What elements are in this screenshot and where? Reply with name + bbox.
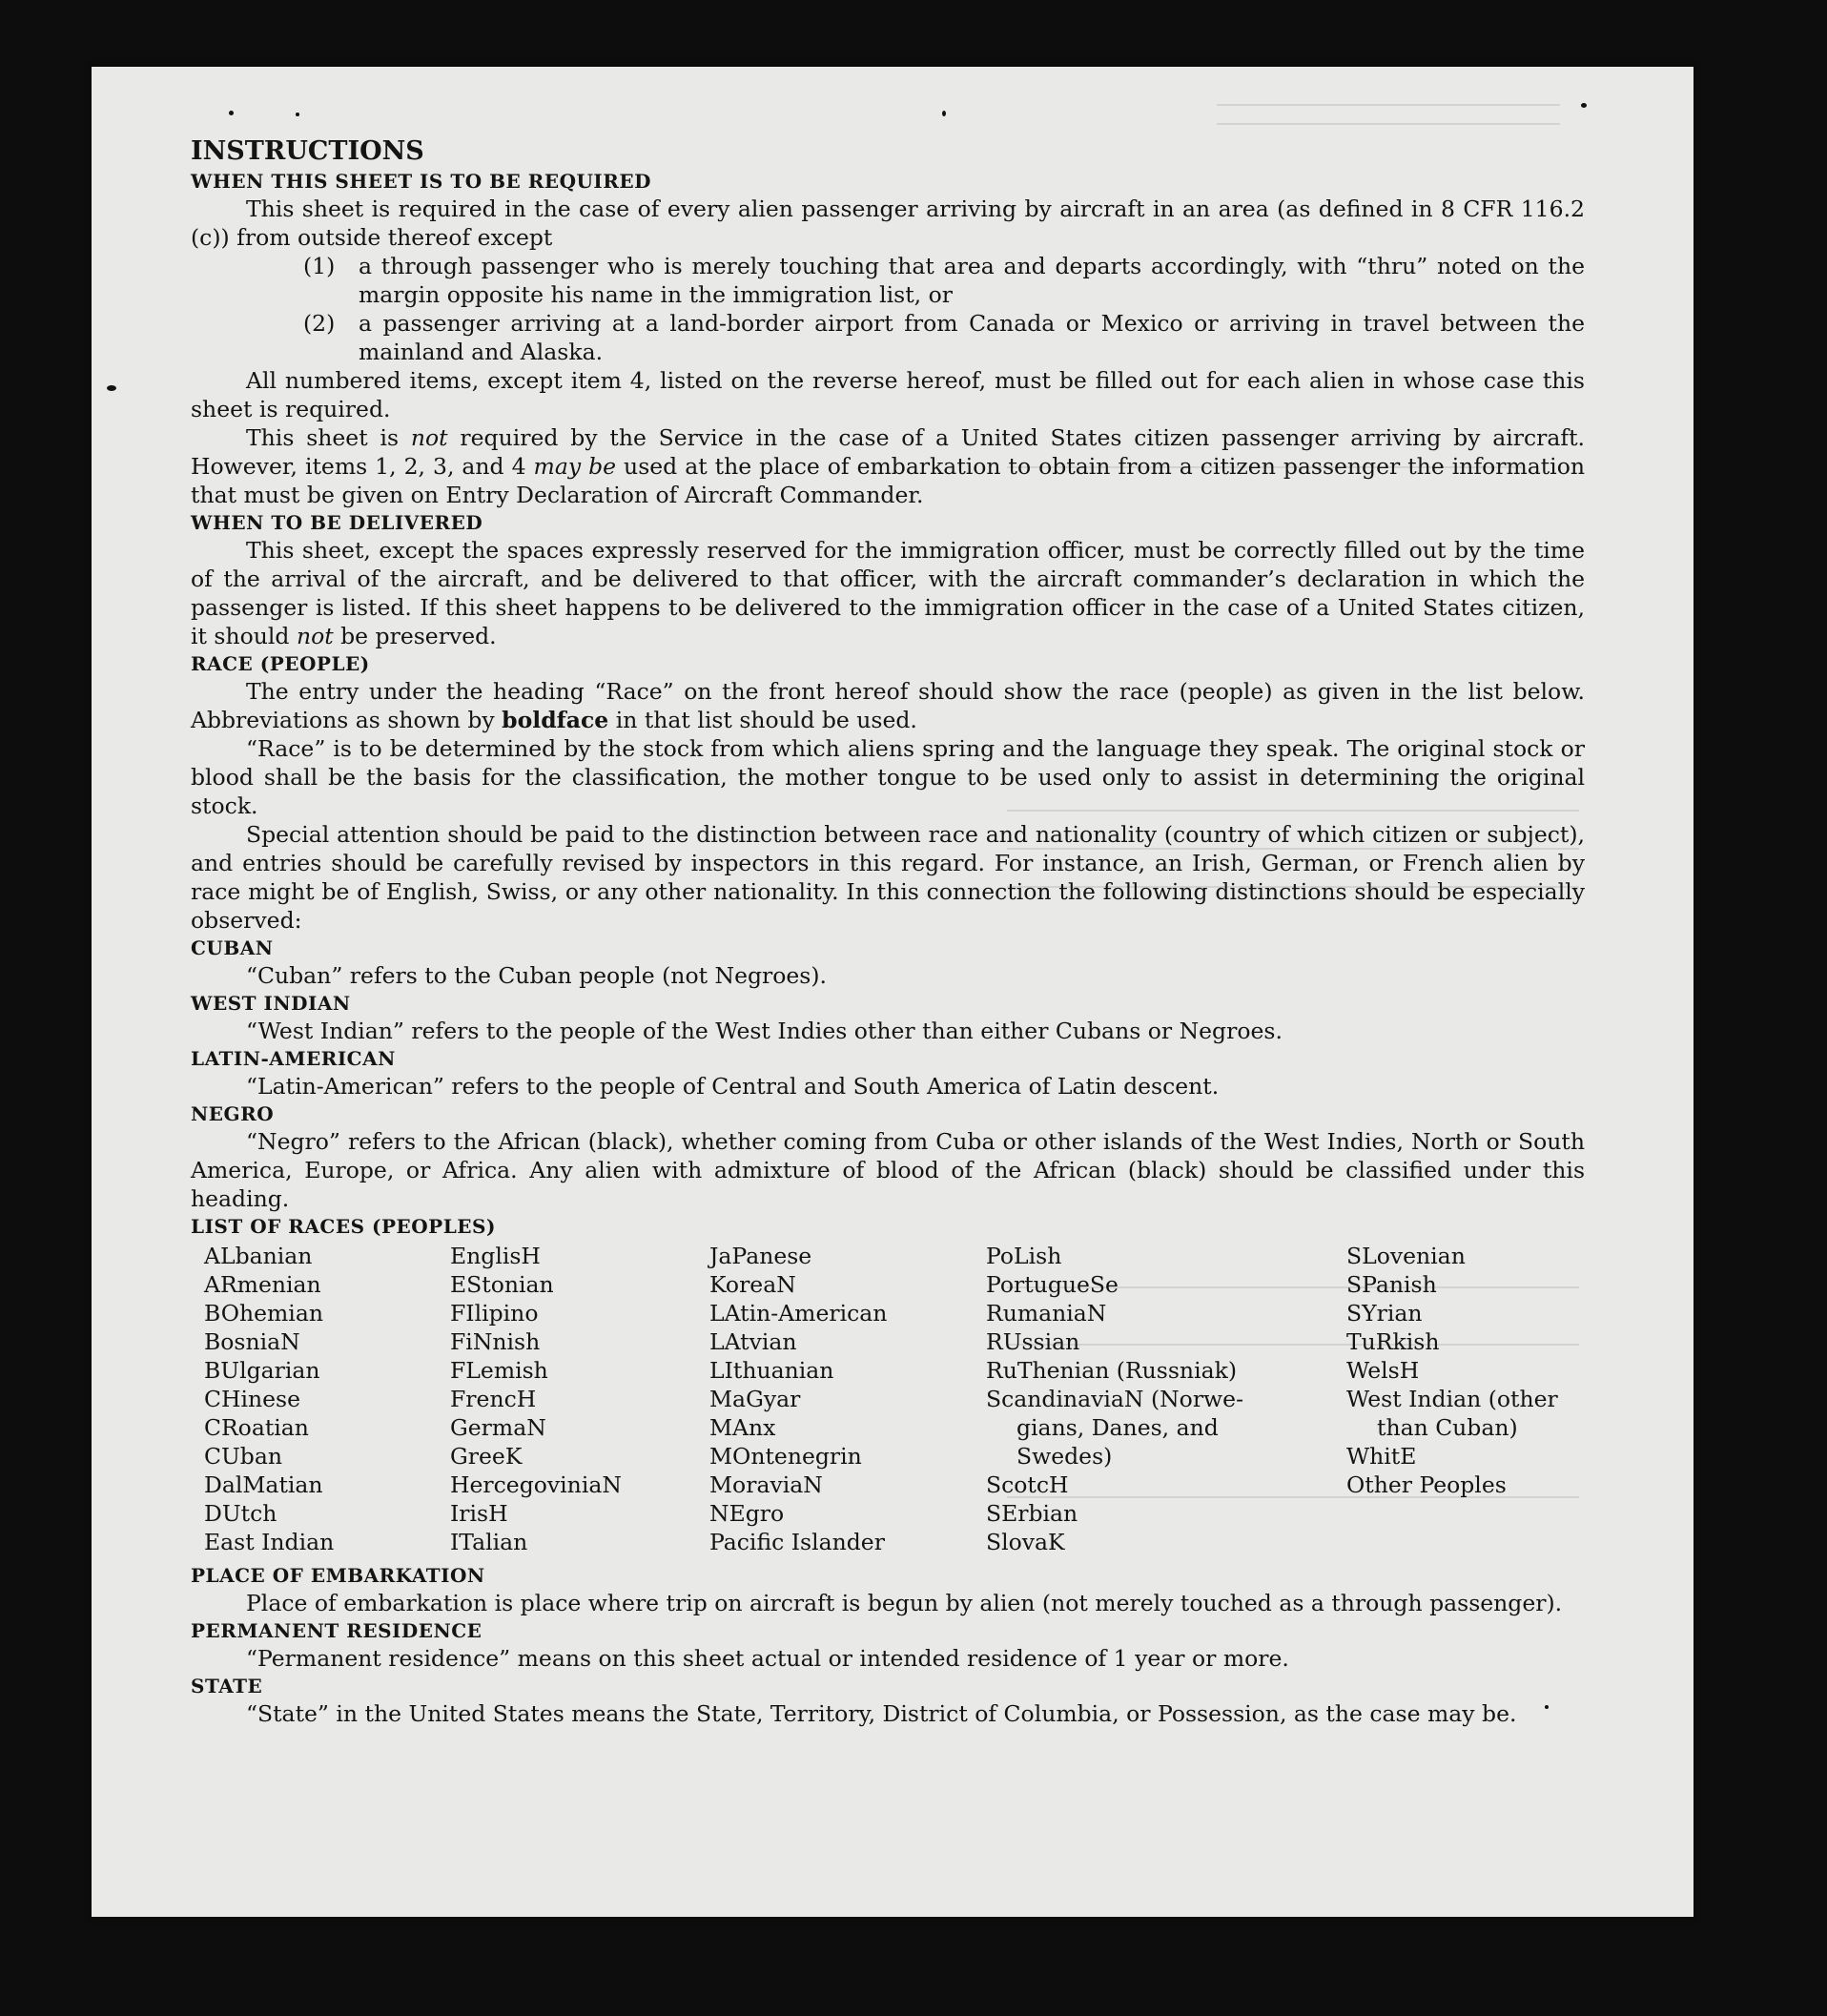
- race-item: ARmenian: [204, 1271, 321, 1298]
- race-item: East Indian: [204, 1529, 335, 1555]
- race-item: EnglisH: [450, 1243, 541, 1269]
- item-text: a through passenger who is merely touching that area and departs accordingly, with “thru” noted on the margin opposite his name in the immigration list, or: [359, 253, 1585, 308]
- races-column-1: [204, 1242, 450, 1556]
- race-item: FLemish: [450, 1357, 548, 1384]
- numbered-item: [303, 309, 1585, 366]
- scan-speck: [229, 111, 234, 115]
- race-item: SPanish: [1346, 1271, 1437, 1298]
- race-item: BosniaN: [204, 1328, 300, 1355]
- race-item: WhitE: [1346, 1443, 1417, 1470]
- race-item: Pacific Islander: [709, 1529, 885, 1555]
- item-number: (1): [303, 253, 336, 279]
- scan-speck: [1581, 103, 1587, 108]
- paragraph: “Negro” refers to the African (black), whether coming from Cuba or other islands of the West Indies, North or South America, Europe, or Africa. Any alien with admixture of blood of the African (black) should be classified under this heading.: [191, 1128, 1585, 1212]
- paragraph: Special attention should be paid to the distinction between race and nationality (country of which citizen or subject), and entries should be carefully revised by inspectors in this regard. For instance, an Irish, German, or French alien by race might be of English, Swiss, or any other nationality. In this connection the following distinctions should be especially observed:: [191, 821, 1585, 934]
- scan-speck: [107, 385, 116, 391]
- instructions-content: [191, 135, 1585, 1728]
- race-item: JaPanese: [709, 1243, 812, 1269]
- race-item: MOntenegrin: [709, 1443, 862, 1470]
- race-item: MAnx: [709, 1414, 776, 1441]
- race-item: RUssian: [986, 1328, 1080, 1355]
- race-item: ScandinaviaN (Norwe-: [986, 1386, 1244, 1412]
- section-heading-latin-american: LATIN-AMERICAN: [191, 1047, 396, 1070]
- race-item: FiNnish: [450, 1328, 541, 1355]
- paragraph: This sheet, except the spaces expressly reserved for the immigration officer, must be correctly filled out by the time of the arrival of the aircraft, and be delivered to that officer, with the aircraft commander’s declaration in which the passenger is listed. If this sheet happens to be delivered to the immigration officer in the case of a United States citizen, it should not be preserved.: [191, 537, 1585, 649]
- paragraph: The entry under the heading “Race” on the front hereof should show the race (people) as given in the list below. Abbreviations as shown by boldface in that list should be used.: [191, 678, 1585, 733]
- race-item: PortugueSe: [986, 1271, 1119, 1298]
- race-item: FrencH: [450, 1386, 537, 1412]
- race-item: RumaniaN: [986, 1300, 1107, 1327]
- paragraph: This sheet is required in the case of every alien passenger arriving by aircraft in an area (as defined in 8 CFR 116.2 (c)) from outside thereof except: [191, 195, 1585, 251]
- race-item: SLovenian: [1346, 1243, 1466, 1269]
- race-item: GermaN: [450, 1414, 546, 1441]
- section-heading-list-of-races: LIST OF RACES (PEOPLES): [191, 1215, 496, 1238]
- section-heading-place-of-embarkation: PLACE OF EMBARKATION: [191, 1564, 485, 1587]
- race-item: SlovaK: [986, 1529, 1065, 1555]
- race-item: Other Peoples: [1346, 1471, 1507, 1498]
- race-item-continuation: Swedes): [1016, 1443, 1113, 1470]
- race-item: West Indian (other: [1346, 1386, 1558, 1412]
- item-number: (2): [303, 310, 336, 337]
- race-item: MaGyar: [709, 1386, 801, 1412]
- race-item: BOhemian: [204, 1300, 323, 1327]
- races-column-5: [1346, 1242, 1598, 1556]
- race-item: DUtch: [204, 1500, 277, 1527]
- section-heading-state: STATE: [191, 1675, 263, 1697]
- race-item: IrisH: [450, 1500, 508, 1527]
- race-item: HercegoviniaN: [450, 1471, 622, 1498]
- paragraph: This sheet is not required by the Service in the case of a United States citizen passenger arriving by aircraft. However, items 1, 2, 3, and 4 may be used at the place of embarkation to obtain from a citizen passenger the information that must be given on Entry Declaration of Aircraft Commander.: [191, 424, 1585, 508]
- section-heading-permanent-residence: PERMANENT RESIDENCE: [191, 1619, 482, 1642]
- numbered-item: [303, 252, 1585, 309]
- section-heading-when-delivered: WHEN TO BE DELIVERED: [191, 511, 483, 534]
- paragraph: Place of embarkation is place where trip on aircraft is begun by alien (not merely touched as a through passenger).: [246, 1590, 1563, 1616]
- race-item: ALbanian: [204, 1243, 313, 1269]
- scan-speck: [296, 113, 299, 116]
- race-item: SErbian: [986, 1500, 1078, 1527]
- race-item: RuThenian (Russniak): [986, 1357, 1237, 1384]
- race-item: ScotcH: [986, 1471, 1069, 1498]
- race-item: KoreaN: [709, 1271, 796, 1298]
- paragraph: “Race” is to be determined by the stock from which aliens spring and the language they speak. The original stock or blood shall be the basis for the classification, the mother tongue to be used only to assist in determining the original stock.: [191, 735, 1585, 819]
- race-item: LAtin-American: [709, 1300, 888, 1327]
- section-heading-when-required: WHEN THIS SHEET IS TO BE REQUIRED: [191, 170, 651, 193]
- paragraph: “Permanent residence” means on this sheet actual or intended residence of 1 year or more.: [246, 1645, 1289, 1672]
- race-item: CHinese: [204, 1386, 300, 1412]
- paragraph: “Latin-American” refers to the people of Central and South America of Latin descent.: [246, 1073, 1220, 1100]
- item-text: a passenger arriving at a land-border airport from Canada or Mexico or arriving in travel between the mainland and Alaska.: [359, 310, 1585, 365]
- section-heading-negro: NEGRO: [191, 1102, 275, 1125]
- race-item: BUlgarian: [204, 1357, 320, 1384]
- section-heading-west-indian: WEST INDIAN: [191, 992, 351, 1015]
- race-item: GreeK: [450, 1443, 523, 1470]
- races-column-4: [986, 1242, 1346, 1556]
- race-item: CUban: [204, 1443, 282, 1470]
- page-title: INSTRUCTIONS: [191, 136, 424, 166]
- race-item-continuation: than Cuban): [1377, 1414, 1518, 1441]
- paragraph: “West Indian” refers to the people of the West Indies other than either Cubans or Negroes.: [246, 1018, 1283, 1044]
- races-column-3: [709, 1242, 986, 1556]
- race-item: SYrian: [1346, 1300, 1423, 1327]
- scan-speck: [942, 111, 946, 116]
- section-heading-cuban: CUBAN: [191, 936, 274, 959]
- race-item: NEgro: [709, 1500, 785, 1527]
- section-heading-race: RACE (PEOPLE): [191, 652, 370, 675]
- races-list: [204, 1242, 1585, 1556]
- race-item: EStonian: [450, 1271, 554, 1298]
- race-item: FIlipino: [450, 1300, 539, 1327]
- race-item: WelsH: [1346, 1357, 1420, 1384]
- race-item: ITalian: [450, 1529, 528, 1555]
- race-item-continuation: gians, Danes, and: [1016, 1414, 1219, 1441]
- paragraph: “Cuban” refers to the Cuban people (not Negroes).: [246, 962, 828, 989]
- race-item: DalMatian: [204, 1471, 323, 1498]
- race-item: LAtvian: [709, 1328, 797, 1355]
- paragraph: All numbered items, except item 4, listed on the reverse hereof, must be filled out for each alien in whose case this sheet is required.: [191, 367, 1585, 422]
- race-item: PoLish: [986, 1243, 1062, 1269]
- paragraph: “State” in the United States means the State, Territory, District of Columbia, or Possession, as the case may be.: [246, 1700, 1517, 1727]
- race-item: LIthuanian: [709, 1357, 834, 1384]
- races-column-2: [450, 1242, 709, 1556]
- race-item: CRoatian: [204, 1414, 309, 1441]
- race-item: TuRkish: [1346, 1328, 1440, 1355]
- race-item: MoraviaN: [709, 1471, 823, 1498]
